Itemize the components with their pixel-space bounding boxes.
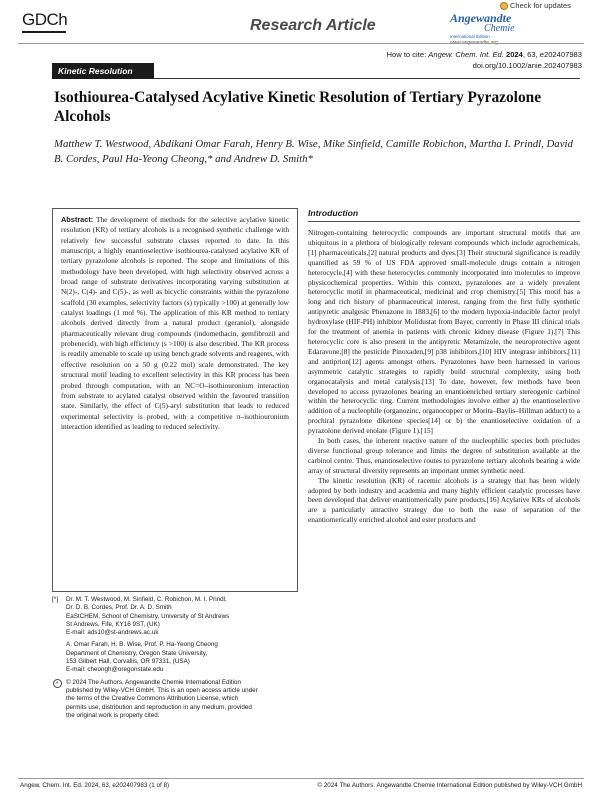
introduction-paragraph-3: The kinetic resolution (KR) of racemic alcohols is a strategy that has been widely adopted by both industry and academia and many highly efficient catalytic processes have been developed that deliver enantiomerically pure products.[16] Acylative KRs of alcohols are a particularly attractive strategy due to both the ease of separation of the enantiomerically enriched alcohol and ester products and — [308, 475, 580, 525]
affiliation-line: Dr. D. B. Cordes, Prof. Dr. A. D. Smith — [66, 604, 172, 612]
affiliation-line: St Andrews, Fife, KY16 9ST, (UK) — [66, 620, 160, 628]
section-label: Research Article — [250, 17, 376, 34]
license-line: the original work is properly cited. — [66, 711, 160, 719]
abstract-label: Abstract: — [61, 215, 94, 224]
abstract-text: The development of methods for the selective acylative kinetic resolution (KR) of tertiary alcohols is a recognised synthetic challenge with relatively few successful substrate classes reported to date. In this manuscript, a highly enantioselective isothiourea-catalysed acylative KR of tertiary pyrazolone alcohols is reported. The scope and limitations of this methodology have been developed, with high selectivity observed across a broad range of substrate derivatives incorporating varying substitution at N(2)-, C(4)- and C(5)-, as well as bicyclic constraints within the pyrazolone scaffold (30 examples, selectivity factors (s) typically >100) at generally low catalyst loadings (1 mol %). The application of this KR method to tertiary alcohols derived directly from a natural product (geraniol), alongside pharmaceutically relevant drug compounds (indomethacin, gemfibrozil and probenecid), with high efficiency (s >100) is also described. The KR process is readily amenable to scale up using bench grade solvents and reagents, with effective resolution on a 50 g (0.22 mol) scale demonstrated. The key structural motif leading to excellent selectivity in this KR process has been probed through computation, with an NC=O–isothiouronium interaction from substrate to acylated catalyst observed within the favoured transition state. Similarly, the effect of C(5)-aryl substitution that leads to reduced experimental selectivity is probed, with a competitive π–isothiouronium interaction identified as leading to reduced selectivity. — [61, 215, 289, 431]
footer-divider — [18, 778, 584, 779]
how-to-cite-prefix: How to cite: — [386, 50, 429, 59]
license-line: permits use, distribution and reproduction in any medium, provided — [66, 703, 252, 711]
introduction-rule — [308, 221, 580, 222]
author-list: Matthew T. Westwood, Abdikani Omar Farah, Henry B. Wise, Mike Sinfield, Camille Robichon, Martha I. Prindl, David B. Cordes, Paul Ha-Yeong Cheong,* and Andrew D. Smith* — [54, 138, 573, 165]
license-statement — [55, 678, 302, 720]
affiliation-oregon — [66, 641, 302, 674]
article-title: Isothiourea-Catalysed Acylative Kinetic Resolution of Tertiary Pyrazolone Alcohols — [54, 89, 542, 125]
gdch-logo: GDCh — [22, 10, 68, 29]
affiliation-email[interactable]: E-mail: cheongh@oregonstate.edu — [66, 666, 164, 674]
how-to-cite-journal: Angew. Chem. Int. Ed. — [428, 50, 506, 59]
how-to-cite — [387, 49, 582, 60]
check-updates-icon — [500, 2, 508, 10]
check-for-updates-button[interactable] — [500, 0, 602, 11]
affiliation-marker: [*] — [52, 596, 58, 603]
angewandte-logo-edition: International Edition — [450, 34, 490, 39]
license-line: © 2024 The Authors. Angewandte Chemie International Edition — [66, 678, 242, 686]
affiliation-st-andrews — [66, 596, 302, 637]
how-to-cite-volume: , 63, e202407983 — [522, 50, 582, 59]
affiliation-line: 153 Gilbert Hall, Corvallis, OR 97331, (USA) — [66, 658, 190, 666]
angewandte-logo-chemie: Chemie — [484, 23, 515, 34]
topic-tag: Kinetic Resolution — [52, 63, 154, 79]
affiliation-email[interactable]: E-mail: ads10@st-andrews.ac.uk — [66, 629, 159, 637]
abstract-box — [52, 208, 298, 592]
introduction-body — [308, 228, 580, 776]
open-access-icon: ◐ — [53, 679, 62, 688]
introduction-paragraph-1: Nitrogen-containing heterocyclic compounds are important structural motifs that are ubiquitous in a plethora of biologically relevant compounds which include agrochemicals,[1] pharmaceuticals,[2] natural products and dyes.[3] Their structural significance is readily quantified as 59 % of US FDA approved small-molecule drugs contain a nitrogen heterocycle,[4] with these heterocycles commonly incorporated into molecules to improve physicochemical properties. Within this context, pyrazolones are a widely prevalent heterocyclic motif in pharmaceutical, medicinal and crop chemistry.[5] This motif has a long and rich history of pharmaceutical interest, ranging from the first fully synthetic antipyretic analgesic Phenazone in 1883,[6] to the modern hypoxia-inducible factor prolyl hydroxylase (HIF-PH) inhibitor Molidustat from Bayer, currently in Phase III clinical trials for the treatment of anemia in patients with chronic kidney disease (Figure 1).[7] This heterocyclic core is also present in the antipyretic Metamizole, the neuroprotective agent Edaravone,[8] the pesticide Pinoxaden,[9] p38 inhibitors,[10] HIV integrase inhibitors,[11] and antiprion[12] agents amongst others. Pyrazolones have been harnessed in various asymmetric catalytic strategies to rapidly build structural complexity, using both organocatalysis and metal catalysis.[13] To date, however, few methods have been developed to access pyrazolones bearing an enantioenriched tertiary stereogenic carbinol within the heterocyclic ring. Current methodologies involve either a) the enantioselective addition of a nucleophile (organozinc, organocopper or Morita–Baylis–Hillman adduct) to a prochiral pyrazolone diketone species[14] or b) the enantioselective oxidation of a pyrazolone derived enolate (Figure 1).[15] — [308, 228, 580, 436]
doi-link[interactable]: doi.org/10.1002/anie.202407983 — [472, 61, 582, 70]
affiliations — [52, 596, 302, 720]
angewandte-logo-name: Angewandte — [450, 11, 512, 25]
introduction-paragraph-2: In both cases, the inherent reactive nature of the nucleophilic species both precludes diverse functional group tolerance and limits the degree of substitution available at the carbinol centre. Thus, enantioselective routes to pyrazolone tertiary alcohols bearing a wide array of structural diversity represents an important unmet synthetic need. — [308, 436, 580, 475]
footer-copyright: © 2024 The Authors. Angewandte Chemie International Edition published by Wiley-VCH GmbH — [317, 782, 582, 789]
gdch-logo-underline — [22, 31, 66, 33]
affiliation-line: Dr. M. T. Westwood, M. Sinfield, C. Robichon, M. I. Prindl, — [66, 596, 227, 603]
license-line: published by Wiley-VCH GmbH. This is an open access article under — [66, 686, 258, 694]
header-divider — [18, 43, 584, 44]
affiliation-line: Department of Chemistry, Oregon State University, — [66, 649, 208, 657]
license-line: the terms of the Creative Commons Attribution License, which — [66, 695, 239, 703]
affiliation-line: A. Omar Farah, H. B. Wise, Prof. P. Ha-Yeong Cheong — [66, 641, 218, 649]
footer-citation: Angew. Chem. Int. Ed. 2024, 63, e202407983 (1 of 8) — [20, 782, 170, 789]
check-for-updates-label: Check for updates — [510, 1, 571, 10]
angewandte-logo[interactable] — [450, 12, 515, 46]
affiliation-line: EaStCHEM, School of Chemistry, University of St Andrews — [66, 612, 230, 620]
topic-tag-rule — [154, 78, 580, 79]
how-to-cite-year: 2024 — [505, 50, 523, 59]
introduction-heading: Introduction — [308, 208, 359, 218]
citation-block — [387, 49, 582, 71]
